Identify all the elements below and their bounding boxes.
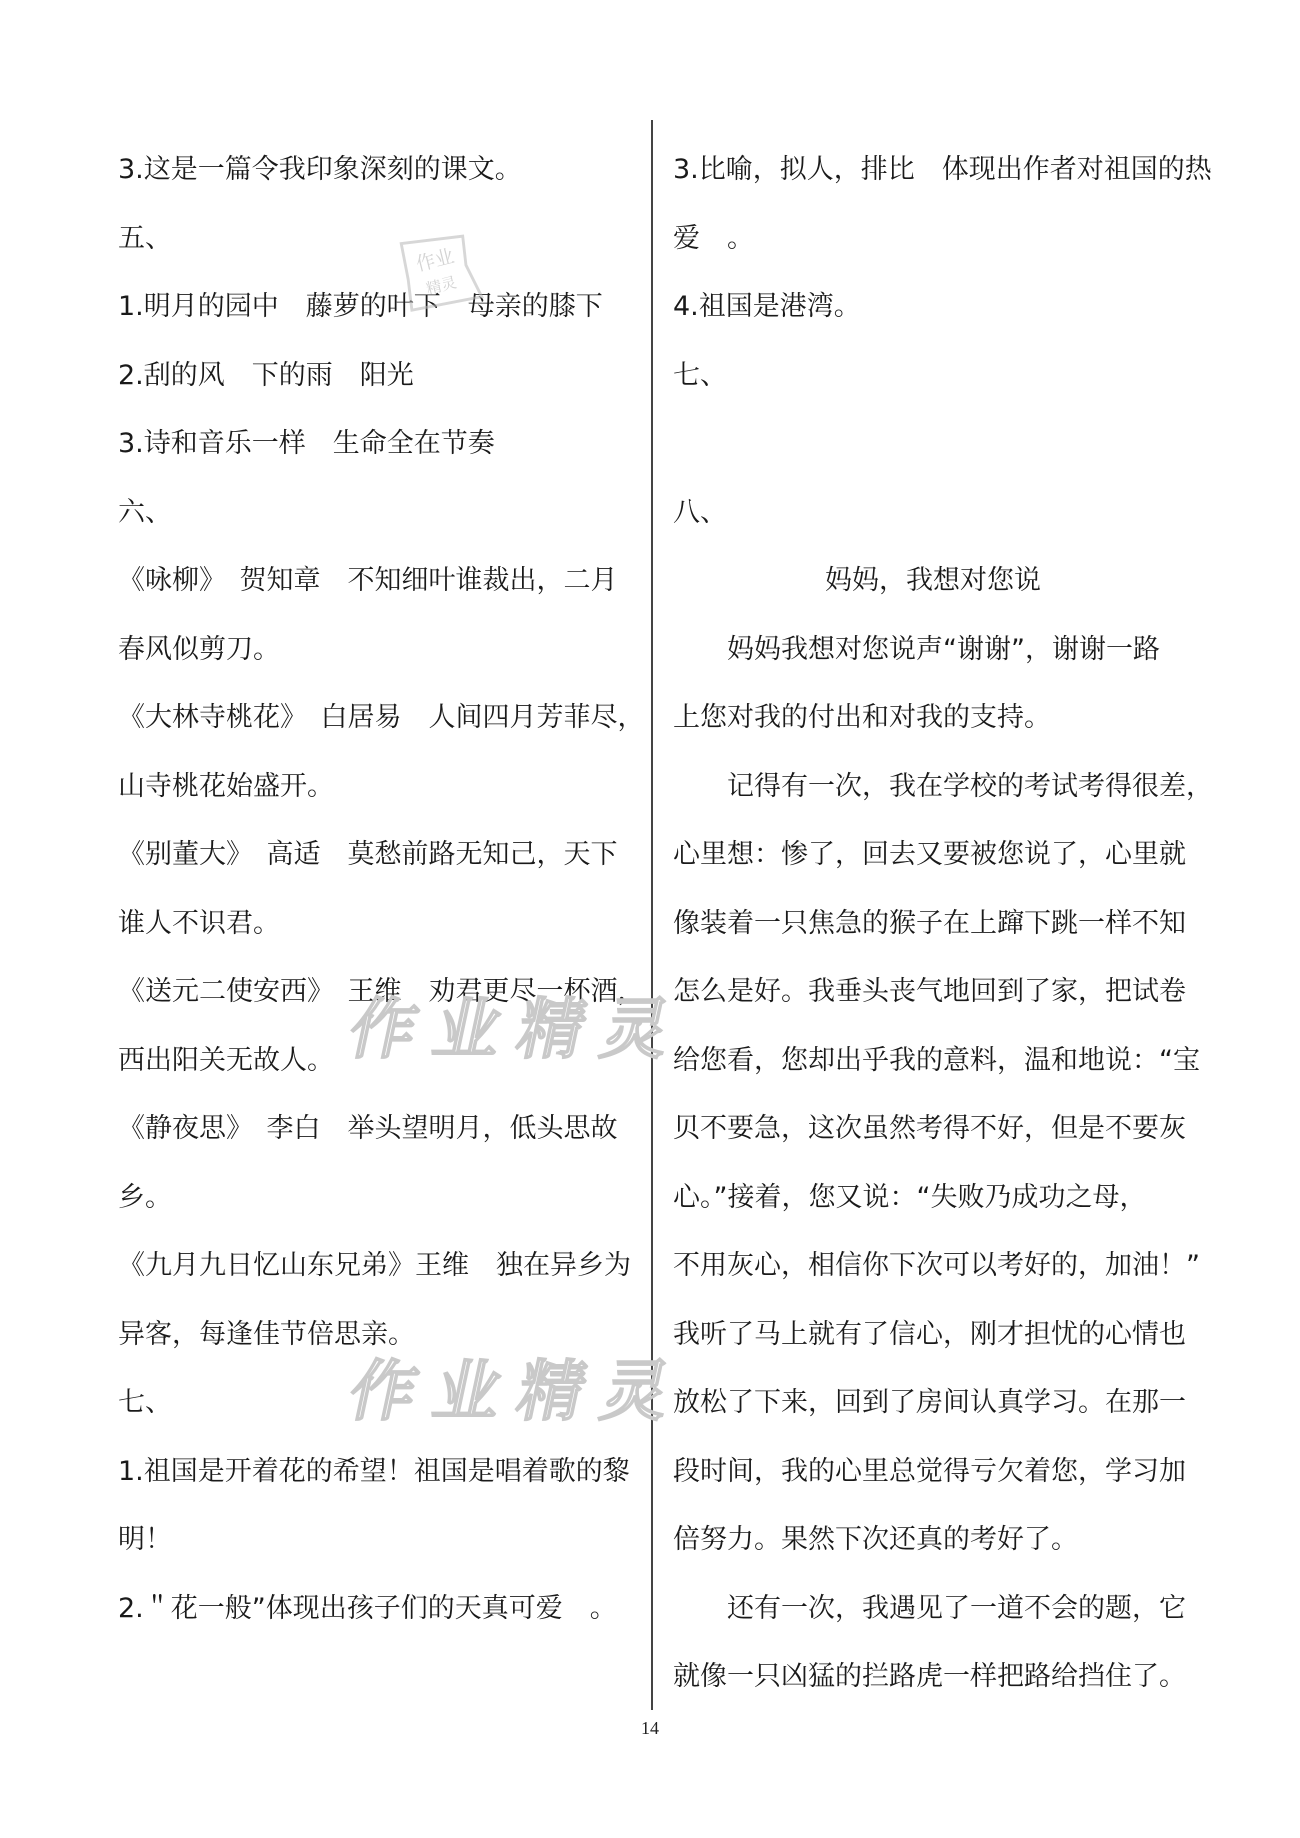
text-line: 《九月九日忆山东兄弟》王维 独在异乡为 <box>118 1250 631 1281</box>
column-divider <box>651 120 653 1710</box>
right-column <box>673 136 1213 1712</box>
essay-line: 段时间，我的心里总觉得亏欠着您，学习加 <box>673 1455 1186 1487</box>
essay-line: 放松了下来，回到了房间认真学习。在那一 <box>673 1387 1186 1418</box>
essay-line: 记得有一次，我在学校的考试考得很差， <box>673 770 1213 802</box>
essay-line: 还有一次，我遇见了一道不会的题，它 <box>673 1592 1186 1624</box>
text-line: 3.这是一篇令我印象深刻的课文。 <box>118 154 522 185</box>
text-line: 异客，每逢佳节倍思亲。 <box>118 1318 415 1350</box>
text-line: 爱 。 <box>673 222 754 254</box>
text-line: 《送元二使安西》 王维 劝君更尽一杯酒， <box>118 976 645 1007</box>
text-line: 3.诗和音乐一样 生命全在节奏 <box>118 428 495 459</box>
section-heading: 六、 <box>118 496 172 528</box>
text-line: 《大林寺桃花》 白居易 人间四月芳菲尽， <box>118 702 645 733</box>
section-heading: 五、 <box>118 222 172 254</box>
essay-line: 怎么是好。我垂头丧气地回到了家，把试卷 <box>673 976 1186 1007</box>
page-number: 14 <box>641 1718 659 1738</box>
text-line: 1.明月的园中 藤萝的叶下 母亲的膝下 <box>118 291 603 322</box>
text-line: 谁人不识君。 <box>118 907 280 939</box>
essay-line: 心。”接着，您又说：“失败乃成功之母， <box>673 1181 1147 1213</box>
section-heading: 七、 <box>118 1387 172 1418</box>
essay-title: 妈妈，我想对您说 <box>825 565 1041 596</box>
text-line: 山寺桃花始盛开。 <box>118 770 334 802</box>
essay-line: 倍努力。果然下次还真的考好了。 <box>673 1524 1078 1555</box>
text-line: 3.比喻，拟人，排比 体现出作者对祖国的热 <box>673 154 1212 185</box>
text-line: 2.＂花一般”体现出孩子们的天真可爱 。 <box>118 1592 617 1624</box>
text-line: 《静夜思》 李白 举头望明月，低头思故 <box>118 1113 618 1144</box>
essay-line: 贝不要急，这次虽然考得不好，但是不要灰 <box>673 1113 1186 1144</box>
essay-line: 不用灰心，相信你下次可以考好的，加油！” <box>673 1250 1200 1281</box>
essay-line: 上您对我的付出和对我的支持。 <box>673 702 1051 733</box>
text-line: 4.祖国是港湾。 <box>673 291 861 322</box>
text-line: 西出阳关无故人。 <box>118 1044 334 1076</box>
text-line: 春风似剪刀。 <box>118 633 280 665</box>
watermark-text: 作业精灵 <box>342 991 695 1068</box>
essay-line: 我听了马上就有了信心，刚才担忧的心情也 <box>673 1318 1186 1350</box>
blank-line <box>673 410 1193 479</box>
essay-line: 心里想：惨了，回去又要被您说了，心里就 <box>673 839 1186 870</box>
text-line: 明！ <box>118 1524 172 1555</box>
left-column <box>118 136 645 1643</box>
text-line: 《咏柳》 贺知章 不知细叶谁裁出，二月 <box>118 565 618 596</box>
stamp-text: 作业 <box>413 244 457 276</box>
text-line: 《别董大》 高适 莫愁前路无知己，天下 <box>118 839 618 870</box>
watermark-text: 作业精灵 <box>342 1353 695 1430</box>
section-heading: 八、 <box>673 496 727 528</box>
essay-line: 给您看，您却出乎我的意料，温和地说：“宝 <box>673 1044 1200 1076</box>
stamp-text: 精灵 <box>424 273 459 299</box>
text-line: 2.刮的风 下的雨 阳光 <box>118 359 414 391</box>
text-line: 乡。 <box>118 1181 172 1213</box>
essay-line: 妈妈我想对您说声“谢谢”，谢谢一路 <box>673 633 1160 665</box>
essay-line: 就像一只凶猛的拦路虎一样把路给挡住了。 <box>673 1661 1186 1692</box>
essay-line: 像装着一只焦急的猴子在上蹿下跳一样不知 <box>673 907 1186 939</box>
section-heading: 七、 <box>673 359 727 391</box>
text-line: 1.祖国是开着花的希望！祖国是唱着歌的黎 <box>118 1455 630 1487</box>
